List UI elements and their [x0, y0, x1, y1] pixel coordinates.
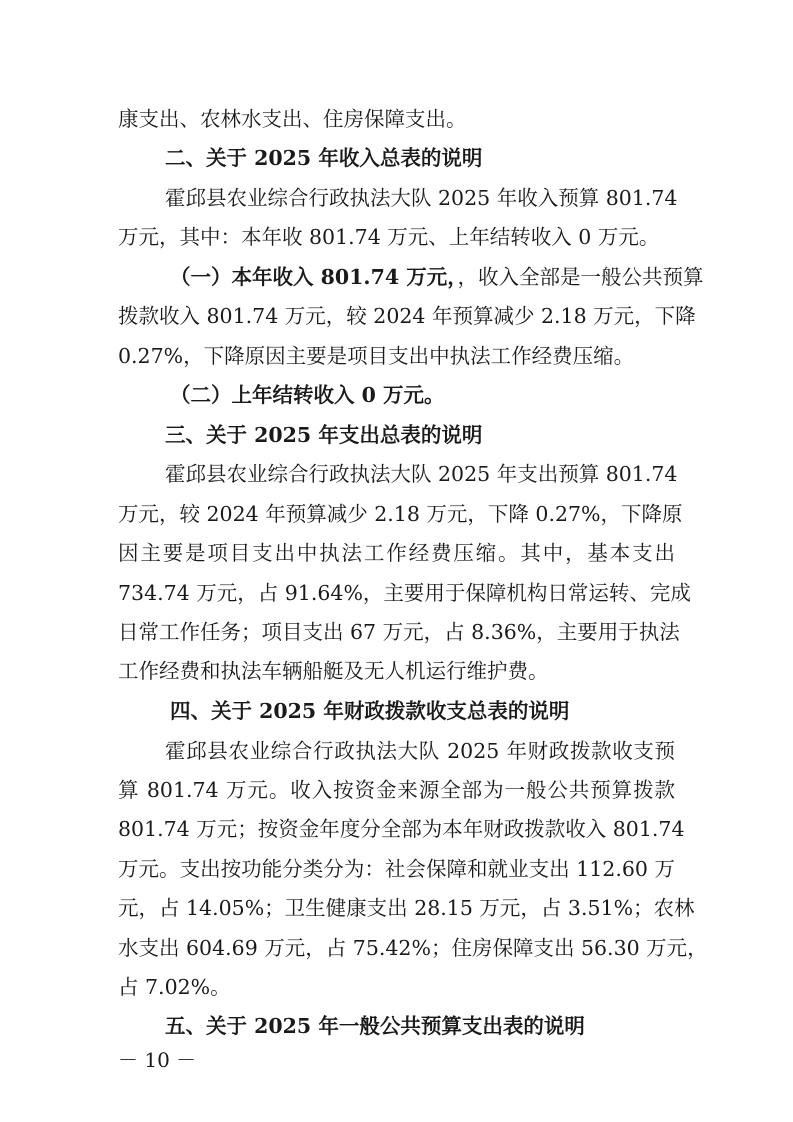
paragraph-line: 734.74 万元，占 91.64%，主要用于保障机构日常运转、完成: [118, 581, 691, 605]
section-heading-3: 三、关于 2025 年支出总表的说明: [165, 423, 483, 447]
paragraph-line: 0.27%，下降原因主要是项目支出中执法工作经费压缩。: [118, 344, 635, 368]
paragraph-line: 元，占 14.05%；卫生健康支出 28.15 万元，占 3.51%；农林: [118, 896, 695, 920]
paragraph-line: 霍邱县农业综合行政执法大队 2025 年财政拨款收支预: [165, 739, 675, 763]
section-heading-5: 五、关于 2025 年一般公共预算支出表的说明: [165, 1014, 585, 1038]
paragraph-line: 万元，较 2024 年预算减少 2.18 万元，下降 0.27%，下降原: [118, 502, 683, 526]
paragraph-text: ，收入全部是一般公共预算: [457, 265, 704, 289]
paragraph-line: 康支出、农林水支出、住房保障支出。: [118, 107, 467, 131]
section-heading-2: 二、关于 2025 年收入总表的说明: [165, 146, 483, 170]
page-number: － 10 －: [118, 1048, 197, 1072]
paragraph-line: [170, 262, 704, 292]
paragraph-line: 占 7.02%。: [118, 975, 231, 999]
subsection-lead: （一）本年收入 801.74 万元，: [170, 265, 458, 289]
paragraph-line: 霍邱县农业综合行政执法大队 2025 年收入预算 801.74: [165, 186, 678, 210]
paragraph-line: 工作经费和执法车辆船艇及无人机运行维护费。: [118, 659, 549, 683]
paragraph-line: 霍邱县农业综合行政执法大队 2025 年支出预算 801.74: [165, 462, 678, 486]
subsection-heading: （二）上年结转收入 0 万元。: [170, 383, 445, 407]
paragraph-line: 拨款收入 801.74 万元，较 2024 年预算减少 2.18 万元，下降: [118, 304, 696, 328]
paragraph-line: 日常工作任务；项目支出 67 万元，占 8.36%，主要用于执法: [118, 620, 680, 644]
paragraph-line: 水支出 604.69 万元，占 75.42%；住房保障支出 56.30 万元，: [118, 936, 708, 960]
paragraph-line: 801.74 万元；按资金年度分全部为本年财政拨款收入 801.74: [118, 817, 685, 841]
paragraph-line: 算 801.74 万元。收入按资金来源全部为一般公共预算拨款: [118, 778, 675, 802]
paragraph-line: 因主要是项目支出中执法工作经费压缩。其中，基本支出: [118, 541, 675, 565]
paragraph-line: 万元，其中：本年收 801.74 万元、上年结转收入 0 万元。: [118, 225, 660, 249]
section-heading-4: 四、关于 2025 年财政拨款收支总表的说明: [170, 699, 570, 723]
paragraph-line: 万元。支出按功能分类分为：社会保障和就业支出 112.60 万: [118, 857, 675, 881]
